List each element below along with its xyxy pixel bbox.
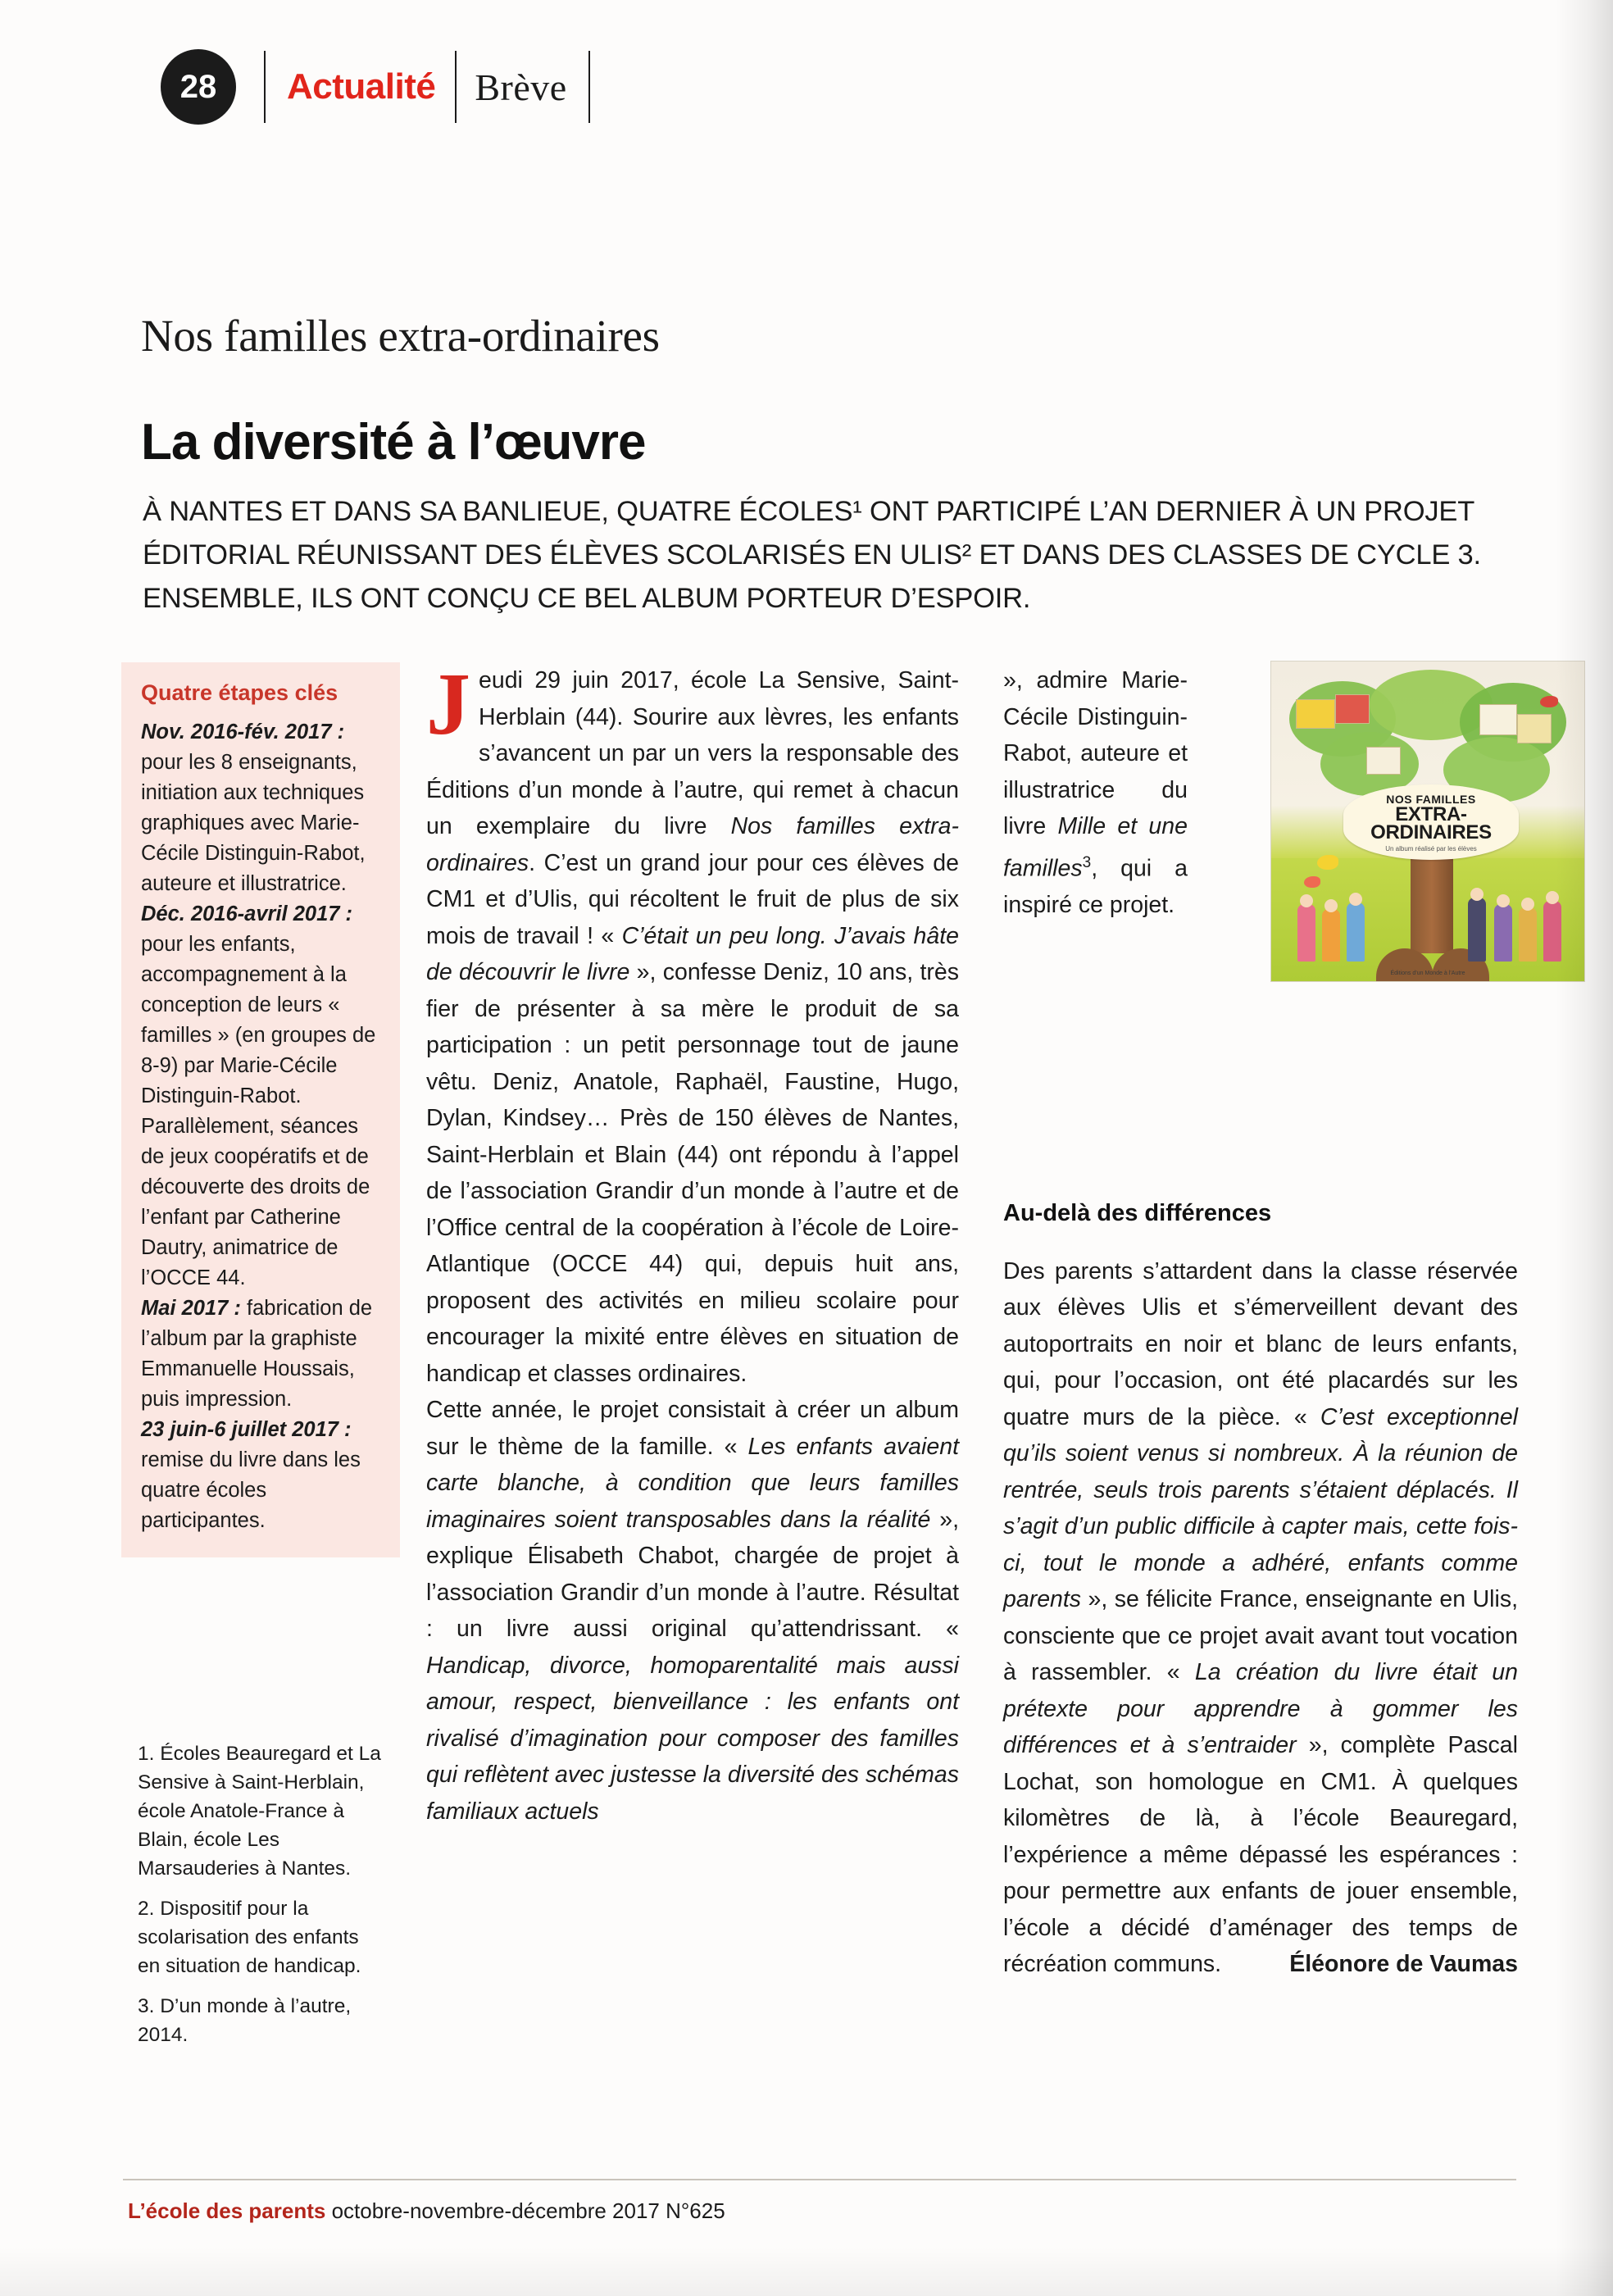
body-p1-part-b: . C’est un grand jour pour ces élèves de CM1 et d’Ulis, qui récoltent le fruit de plus de six mois de travail ! « [426, 849, 959, 949]
sidebar-step-1 [141, 717, 380, 899]
cover-figure-head [1300, 894, 1313, 907]
bird-icon [1540, 696, 1558, 707]
sidebar-step-4-period: 23 juin-6 juillet 2017 : [141, 1418, 352, 1441]
footer-brand: L’école des parents [128, 2198, 326, 2223]
body-column-right [1003, 1230, 1518, 2006]
cover-figure [1543, 901, 1561, 962]
cover-publisher: Éditions d’un Monde à l’Autre [1390, 971, 1465, 976]
sidebar-key-steps [121, 662, 400, 1557]
body-paragraph-1 [426, 656, 960, 1392]
page-title: La diversité à l’œuvre [141, 413, 646, 471]
sidebar-step-3-text: fabrication de l’album par la graphiste Emmanuelle Houssais, puis impression. [141, 1297, 373, 1411]
body-p1-part-a: eudi 29 juin 2017, école La Sensive, Saint-Herblain (44). Sourire aux lèvres, les enfants s’avancent un par un vers la responsable des Éditions d’un monde à l’autre, qui remet à chacun un exemplaire du livre [426, 667, 959, 839]
sidebar-step-4 [141, 1415, 380, 1536]
header-divider-3 [588, 51, 590, 123]
body-p2-part-a: Cette année, le projet consistait à créer un album sur le thème de la famille. « [426, 1397, 959, 1460]
cover-figure-head [1521, 898, 1534, 911]
article-standfirst: À NANTES ET DANS SA BANLIEUE, QUATRE ÉCOLES¹ ONT PARTICIPÉ L’AN DERNIER À UN PROJET ÉDITORIAL RÉUNISSANT DES ÉLÈVES SCOLARISÉS EN ULIS² ET DANS DES CLASSES DE CYCLE 3. ENSEMBLE, ILS ONT CONÇU CE BEL ALBUM PORTEUR D’ESPOIR. [143, 496, 1481, 614]
cover-figure [1468, 898, 1486, 962]
page-number-badge: 28 [161, 49, 236, 125]
header-subrubrique: Brève [475, 66, 567, 108]
bird-icon [1304, 876, 1320, 888]
sidebar-step-3 [141, 1293, 380, 1415]
cover-portrait-patch [1517, 714, 1552, 743]
body-p3-italic-quote-2: La création du livre était un prétexte pour apprendre à gommer les différences et à s’entraider [1003, 1659, 1518, 1758]
header-divider-2 [455, 51, 457, 123]
sidebar-step-3-period: Mai 2017 : [141, 1297, 241, 1320]
body-p2-italic-booktitle: Mille et une familles [1003, 813, 1188, 881]
body-p2-part-b: », explique Élisabeth Chabot, chargée de projet à l’association Grandir d’un monde à l’autre. Résultat : un livre aussi original qu’attendrissant. « [426, 1506, 960, 1642]
body-p2-italic-quote-2: Handicap, divorce, homoparentalité mais aussi amour, respect, bienveillance : les enfants ont rivalisé d’imagination pour composer des familles qui reflètent avec justesse la diversité des schémas familiaux actuels [426, 1652, 959, 1825]
footnote-3: 3. D’un monde à l’autre, 2014. [138, 1995, 352, 2046]
dropcap: J [426, 656, 470, 753]
cover-portrait-patch [1296, 699, 1335, 729]
cover-portrait-patch [1479, 704, 1517, 735]
sidebar-step-2 [141, 899, 380, 1293]
body-p2-footnote-ref: 3 [1082, 853, 1092, 871]
body-p2-part-c: », admire Marie-Cécile Distinguin-Rabot, auteure et illustratrice du livre [1003, 667, 1188, 839]
sidebar-step-2-text: pour les enfants, accompagnement à la conception de leurs « familles » (en groupes de 8-9) par Marie-Cécile Distinguin-Rabot. Parallèlement, séances de jeux coopératifs et de découverte des droits de l’enfant par Catherine Dautry, animatrice de l’OCCE 44. [141, 933, 376, 1289]
body-column-middle [426, 656, 960, 1830]
cover-figure [1297, 904, 1315, 962]
header-divider-1 [264, 51, 266, 123]
cover-figure [1347, 902, 1365, 962]
footer-issue: octobre-novembre-décembre 2017 N°625 [331, 2198, 725, 2223]
article-byline: Éléonore de Vaumas [1289, 1951, 1518, 1977]
body-p2-italic-quote-1: Les enfants avaient carte blanche, à condition que leurs familles imaginaires soient transposables dans la réalité [426, 1433, 959, 1533]
cover-figure-head [1324, 899, 1338, 912]
footnote-2: 2. Dispositif pour la scolarisation des enfants en situation de handicap. [138, 1898, 361, 1977]
cover-figure [1322, 909, 1340, 962]
body-p1-part-c: », confesse Deniz, 10 ans, très fier de présenter à sa mère le produit de sa participation : un petit personnage tout de jaune vêtu. Deniz, Anatole, Raphaël, Faustine, Hugo, Dylan, Kindsey… Près de 150 élèves de Nantes, Saint-Herblain et Blain (44) ont répondu à l’appel de l’association Grandir d’un monde à l’autre et de l’Office central de la coopération à l’école de Loire-Atlantique (OCCE 44) qui, depuis huit ans, proposent des activités en milieu scolaire pour encourager la mixité entre élèves en situation de handicap et classes ordinaires. [426, 959, 960, 1387]
cover-figure [1494, 904, 1512, 962]
cover-title-line2: EXTRA-ORDINAIRES [1370, 802, 1492, 843]
sidebar-step-1-text: pour les 8 enseignants, initiation aux techniques graphiques avec Marie-Cécile Distinguin-Rabot, auteure et illustratrice. [141, 751, 366, 895]
cover-figure-head [1497, 894, 1510, 907]
body-p2-part-d: , qui a inspiré ce projet. [1003, 855, 1188, 918]
book-cover-image [1270, 661, 1585, 982]
sidebar-step-1-period: Nov. 2016-fév. 2017 : [141, 721, 345, 743]
cover-figure-head [1546, 891, 1559, 904]
body-p1-italic-quote: C’était un peu long. J’avais hâte de découvrir le livre [426, 922, 959, 985]
body-p3-part-b: », se félicite France, enseignante en Ulis, consciente que ce projet avait avant tout vocation à rassembler. « [1003, 1586, 1518, 1685]
bird-icon [1317, 855, 1338, 870]
footer-divider [123, 2179, 1516, 2180]
cover-figure-head [1470, 888, 1484, 901]
body-p1-italic-booktitle: Nos familles extra-ordinaires [426, 813, 959, 876]
cover-title-line1: NOS FAMILLES [1386, 792, 1476, 806]
footnote-1: 1. Écoles Beauregard et La Sensive à Saint-Herblain, école Anatole-France à Blain, école Les Marsauderies à Nantes. [138, 1743, 381, 1880]
sidebar-title: Quatre étapes clés [141, 680, 339, 705]
scan-shadow-right [1556, 0, 1613, 2296]
article-surtitle: Nos familles extra-ordinaires [141, 311, 660, 361]
header-rubrique: Actualité [287, 66, 436, 107]
body-column-right-top [1003, 662, 1188, 923]
section-subhead: Au-delà des différences [1003, 1200, 1272, 1227]
body-paragraph-2 [426, 1392, 959, 1830]
cover-title-plate [1343, 784, 1519, 860]
page-header [161, 49, 590, 125]
body-p3-part-a: Des parents s’attardent dans la classe réservée aux élèves Ulis et s’émerveillent devant des autoportraits en noir et blanc de leurs enfants, qui, pour l’occasion, ont été placardés sur les quatre murs de la pièce. « [1003, 1257, 1518, 1430]
sidebar-step-4-text: remise du livre dans les quatre écoles participantes. [141, 1448, 361, 1532]
page-footer [128, 2198, 725, 2224]
body-paragraph-3 [1003, 1253, 1518, 1983]
cover-portrait-patch [1366, 747, 1401, 775]
body-p3-part-c: », complète Pascal Lochat, son homologue en CM1. À quelques kilomètres de là, à l’école Beauregard, l’expérience a même dépassé les espérances : pour permettre aux enfants de jouer ensemble, l’école a décidé d’aménager des temps de récréation communs. [1003, 1732, 1518, 1977]
cover-portrait-patch [1335, 694, 1370, 724]
footnotes [138, 1739, 384, 2061]
scan-shadow-bottom [0, 2247, 1613, 2296]
sidebar-step-2-period: Déc. 2016-avril 2017 : [141, 902, 353, 925]
cover-figure-head [1349, 893, 1362, 906]
cover-figure [1519, 907, 1537, 962]
body-p3-italic-quote-1: C’est exceptionnel qu’ils soient venus si nombreux. À la réunion de rentrée, seuls trois parents s’étaient déplacés. Il s’agit d’un public difficile à capter mais, cette fois-ci, tout le monde a adhéré, enfants comme parents [1003, 1403, 1518, 1612]
cover-subtitle: Un album réalisé par les élèves [1385, 844, 1477, 852]
